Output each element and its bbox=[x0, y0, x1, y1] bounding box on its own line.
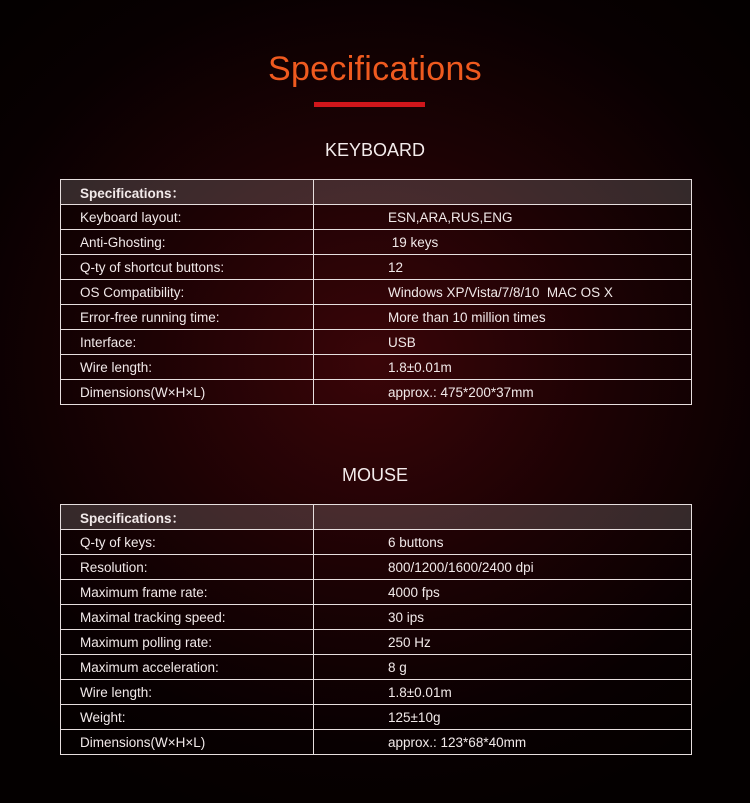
spec-label: Keyboard layout: bbox=[61, 205, 314, 230]
spec-label: Maximum frame rate: bbox=[61, 580, 314, 605]
table-header-row bbox=[61, 180, 692, 205]
table-row bbox=[61, 355, 692, 380]
mouse-spec-table bbox=[60, 504, 692, 755]
spec-value: 1.8±0.01m bbox=[314, 355, 692, 380]
spec-label: Weight: bbox=[61, 705, 314, 730]
spec-label: Q-ty of shortcut buttons: bbox=[61, 255, 314, 280]
table-header-row bbox=[61, 505, 692, 530]
table-row bbox=[61, 255, 692, 280]
spec-value: 8 g bbox=[314, 655, 692, 680]
table-row bbox=[61, 230, 692, 255]
table-row bbox=[61, 580, 692, 605]
spec-value: 250 Hz bbox=[314, 630, 692, 655]
table-row bbox=[61, 305, 692, 330]
spec-value: approx.: 475*200*37mm bbox=[314, 380, 692, 405]
spec-value: 12 bbox=[314, 255, 692, 280]
spec-value: 1.8±0.01m bbox=[314, 680, 692, 705]
table-row bbox=[61, 705, 692, 730]
spec-value: 125±10g bbox=[314, 705, 692, 730]
table-row bbox=[61, 530, 692, 555]
spec-label: Wire length: bbox=[61, 355, 314, 380]
table-header-value bbox=[314, 505, 692, 530]
spec-value: 4000 fps bbox=[314, 580, 692, 605]
spec-label: Dimensions(W×H×L) bbox=[61, 380, 314, 405]
keyboard-spec-table bbox=[60, 179, 692, 405]
spec-label: Maximum polling rate: bbox=[61, 630, 314, 655]
spec-value: Windows XP/Vista/7/8/10 MAC OS X bbox=[314, 280, 692, 305]
spec-label: Wire length: bbox=[61, 680, 314, 705]
table-row bbox=[61, 630, 692, 655]
table-row bbox=[61, 280, 692, 305]
spec-value: 6 buttons bbox=[314, 530, 692, 555]
spec-label: Dimensions(W×H×L) bbox=[61, 730, 314, 755]
page-title: Specifications bbox=[268, 50, 482, 88]
mouse-heading: MOUSE bbox=[341, 465, 408, 485]
table-row bbox=[61, 655, 692, 680]
keyboard-heading: KEYBOARD bbox=[324, 140, 426, 160]
table-row bbox=[61, 205, 692, 230]
title-underline bbox=[314, 102, 425, 107]
table-row bbox=[61, 555, 692, 580]
spec-label: Anti-Ghosting: bbox=[61, 230, 314, 255]
spec-value: 30 ips bbox=[314, 605, 692, 630]
table-row bbox=[61, 605, 692, 630]
spec-label: Error-free running time: bbox=[61, 305, 314, 330]
spec-value: More than 10 million times bbox=[314, 305, 692, 330]
spec-label: Q-ty of keys: bbox=[61, 530, 314, 555]
table-header-label: Specifications： bbox=[61, 180, 314, 205]
spec-label: Maximal tracking speed: bbox=[61, 605, 314, 630]
spec-label: Maximum acceleration: bbox=[61, 655, 314, 680]
spec-value: 800/1200/1600/2400 dpi bbox=[314, 555, 692, 580]
spec-value: approx.: 123*68*40mm bbox=[314, 730, 692, 755]
table-header-value bbox=[314, 180, 692, 205]
table-row bbox=[61, 380, 692, 405]
spec-value: USB bbox=[314, 330, 692, 355]
table-header-label: Specifications： bbox=[61, 505, 314, 530]
table-row bbox=[61, 330, 692, 355]
spec-label: OS Compatibility: bbox=[61, 280, 314, 305]
spec-value: ESN,ARA,RUS,ENG bbox=[314, 205, 692, 230]
table-row bbox=[61, 730, 692, 755]
table-row bbox=[61, 680, 692, 705]
spec-label: Interface: bbox=[61, 330, 314, 355]
spec-value: 19 keys bbox=[314, 230, 692, 255]
spec-label: Resolution: bbox=[61, 555, 314, 580]
